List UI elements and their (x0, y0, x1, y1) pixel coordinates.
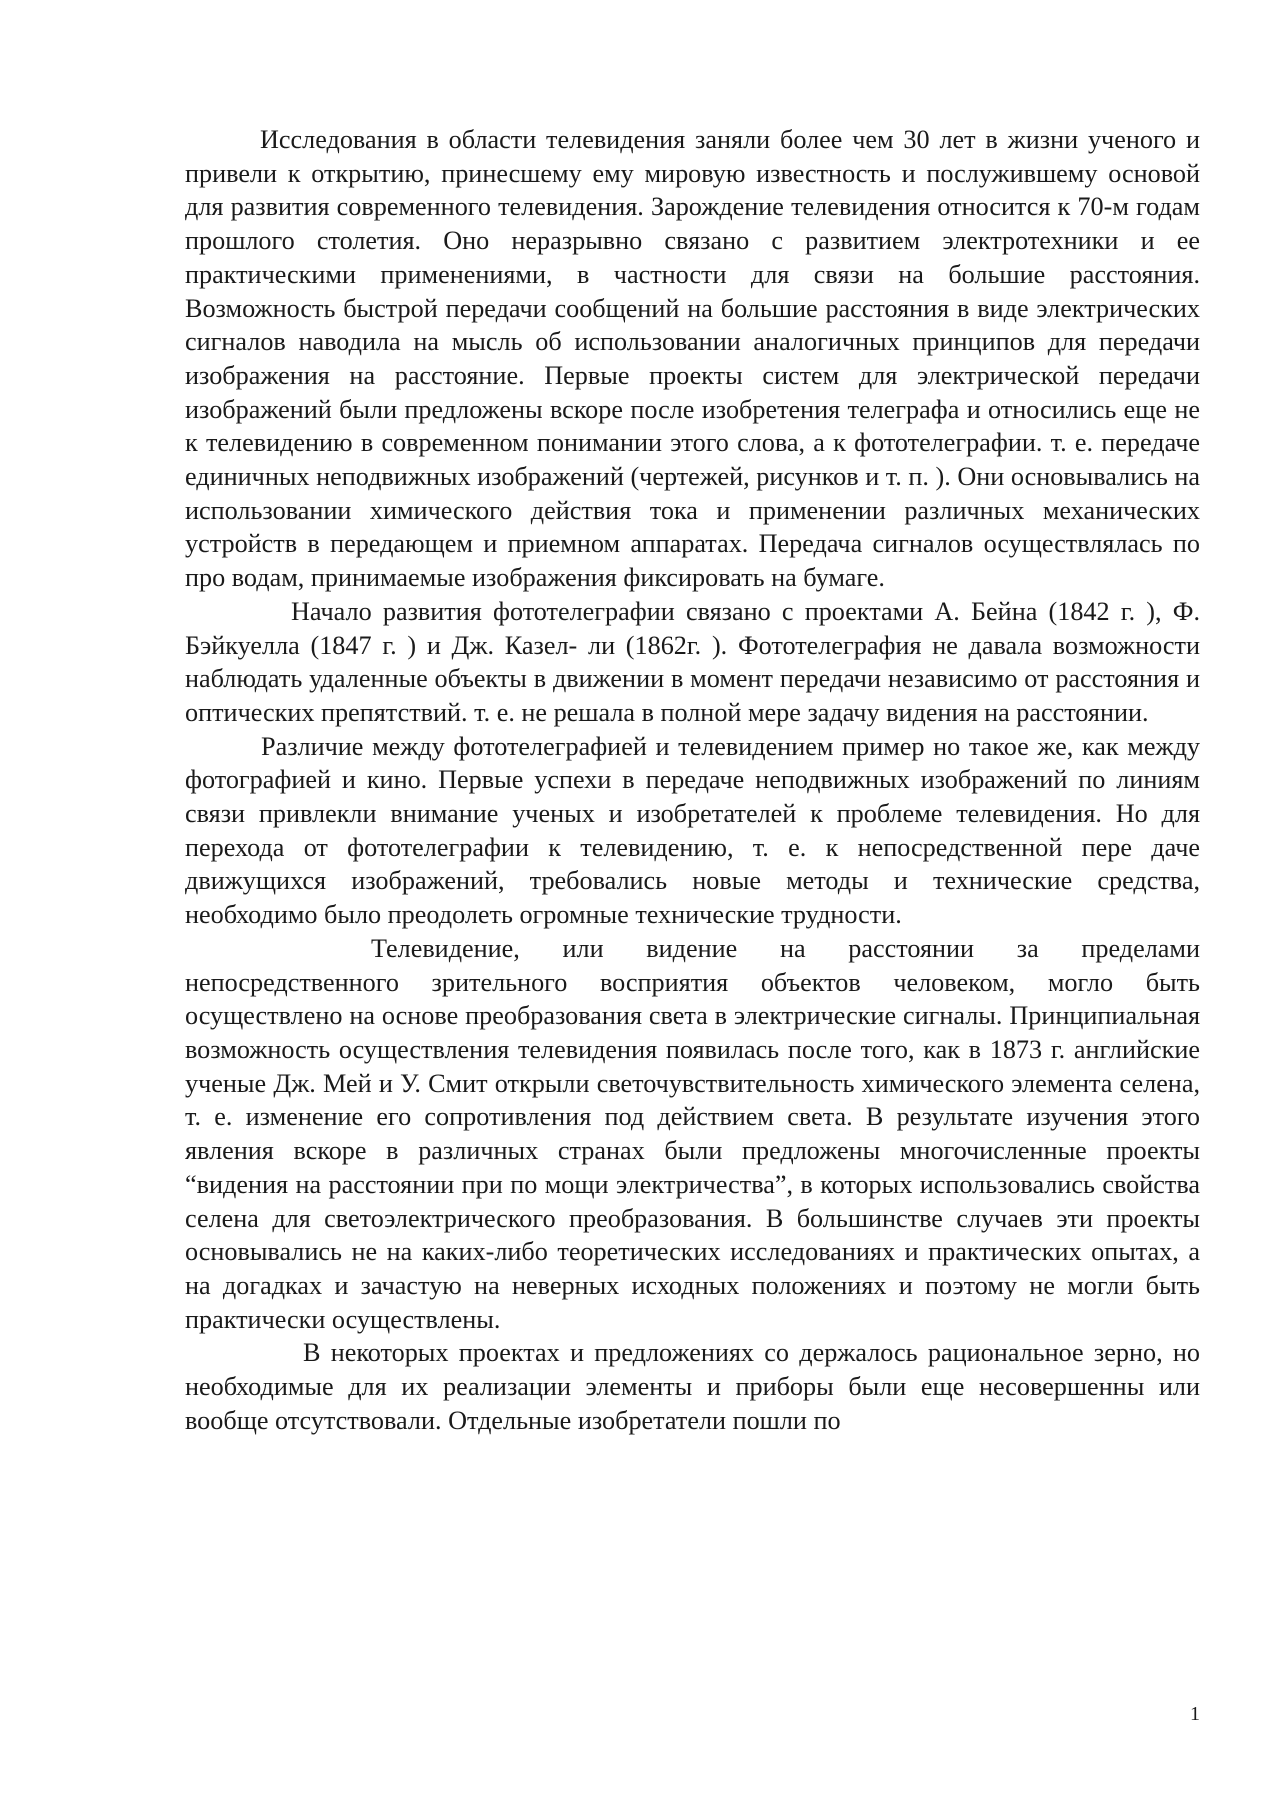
document-body (185, 123, 1200, 1437)
paragraph-4: Телевидение, или видение на расстоянии за пределами непосредственного зрительного восприятия объектов человеком, могло быть осуществлено на основе преобразования света в электрические сигналы. Принципиальная возможность осуществления телевидения появилась после того, как в 1873 г. английские ученые Дж. Мей и У. Смит открыли светочувствительность химического элемента селена, т. е. изменение его сопротивления под действием света. В результате изучения этого явления вскоре в различных странах были предложены многочисленные проекты “видения на расстоянии при по мощи электричества”, в которых использовались свойства селена для светоэлектрического преобразования. В большинстве случаев эти проекты основывались не на каких-либо теоретических исследованиях и практических опытах, а на догадках и зачастую на неверных исходных положениях и поэтому не могли быть практически осуществлены. (185, 933, 1200, 1334)
paragraph-1: Исследования в области телевидения заняли более чем 30 лет в жизни ученого и привели к открытию, принесшему ему мировую известность и послужившему основой для развития современного телевидения. Зарождение телевидения относится к 70-м годам прошлого столетия. Оно неразрывно связано с развитием электротехники и ее практическими применениями, в частности для связи на большие расстояния. Возможность быстрой передачи сообщений на большие расстояния в виде электрических сигналов наводила на мысль об использовании аналогичных принципов для передачи изображения на расстояние. Первые проекты систем для электрической передачи изображений были предложены вскоре после изобретения телеграфа и относились еще не к телевидению в современном понимании этого слова, а к фототелеграфии. т. е. передаче единичных неподвижных изображений (чертежей, рисунков и т. п. ). Они основывались на использовании химического действия тока и применении различных механических устройств в передающем и приемном аппаратах. Передача сигналов осуществлялась по про водам, принимаемые изображения фиксировать на бумаге. (185, 125, 1200, 593)
paragraph-2: Начало развития фототелеграфии связано с проектами А. Бейна (1842 г. ), Ф. Бэйкуелла (1847 г. ) и Дж. Казел- ли (1862г. ). Фототелеграфия не давала возможности наблюдать удаленные объекты в движении в момент передачи независимо от расстояния и оптических препятствий. т. е. не решала в полной мере задачу видения на расстоянии. (185, 596, 1200, 727)
paragraph-5: В некоторых проектах и предложениях со держалось рациональное зерно, но необходимые для их реализации элементы и приборы были еще несовершенны или вообще отсутствовали. Отдельные изобретатели пошли по (185, 1338, 1200, 1435)
page-number: 1 (1190, 1703, 1200, 1725)
paragraph-3: Различие между фототелеграфией и телевидением пример но такое же, как между фотографией и кино. Первые успехи в передаче неподвижных изображений по линиям связи привлекли внимание ученых и изобретателей к проблеме телевидения. Но для перехода от фототелеграфии к телевидению, т. е. к непосредственной пере даче движущихся изображений, требовались новые методы и технические средства, необходимо было преодолеть огромные технические трудности. (185, 731, 1200, 930)
